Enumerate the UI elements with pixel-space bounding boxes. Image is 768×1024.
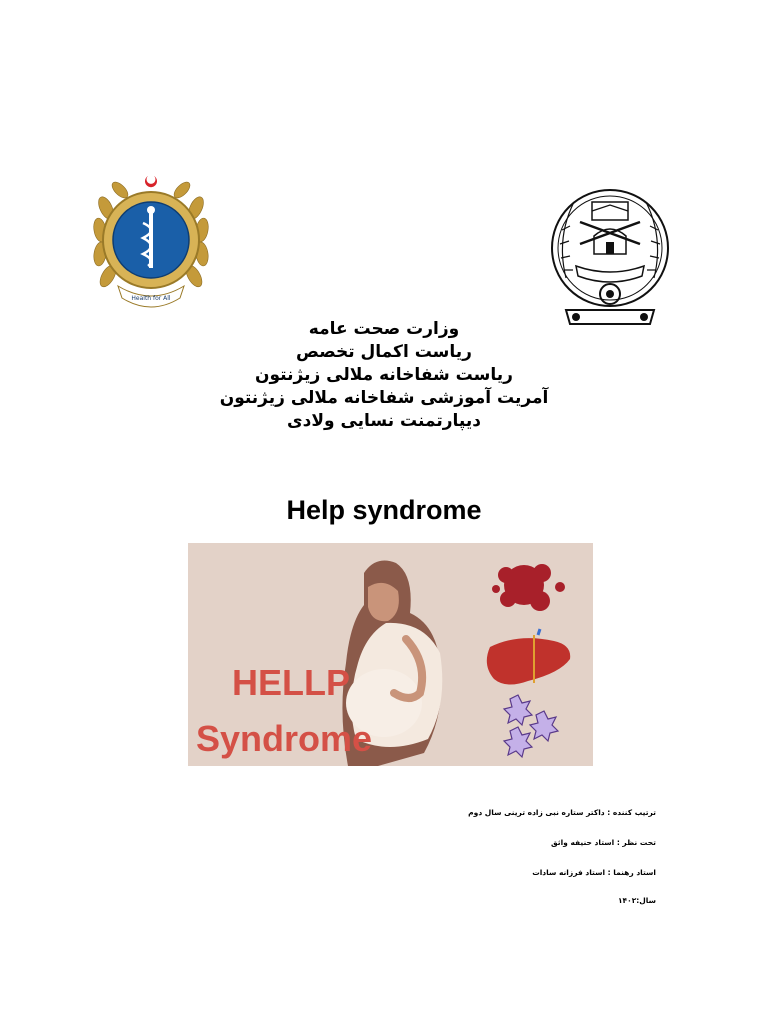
credit-supervisor: تحت نظر : استاد حنیفه واثق <box>551 838 656 847</box>
header-line-hospital: ریاست شفاخانه ملالی زیژنتون <box>255 365 513 385</box>
header-line-presidency: ریاست اکمال تخصص <box>296 342 472 362</box>
credit-author: ترتیب کننده : داکتر ستاره نبی زاده ترینی سال دوم <box>468 808 656 817</box>
header-line-department: دیپارتمنت نسایی ولادی <box>287 411 481 431</box>
banner-text-syndrome: Syndrome <box>196 718 373 759</box>
institution-header <box>180 318 588 433</box>
seal-text: Health for All <box>131 295 171 302</box>
ministry-seal-logo <box>88 168 214 318</box>
face-shape <box>368 583 399 621</box>
header-line-ministry: وزارت صحت عامه <box>308 319 460 339</box>
national-emblem-logo <box>546 178 674 326</box>
banner-text-hellp: HELLP <box>232 662 351 703</box>
header-line-education: آمریت آموزشی شفاخانه ملالی زیژنتون <box>219 388 549 408</box>
credit-advisor: استاد رهنما : استاد فرزانه سادات <box>532 868 656 877</box>
hellp-syndrome-illustration <box>188 543 593 766</box>
document-title: Help syndrome <box>286 495 482 525</box>
credit-year: سال:۱۴۰۲ <box>617 896 656 905</box>
